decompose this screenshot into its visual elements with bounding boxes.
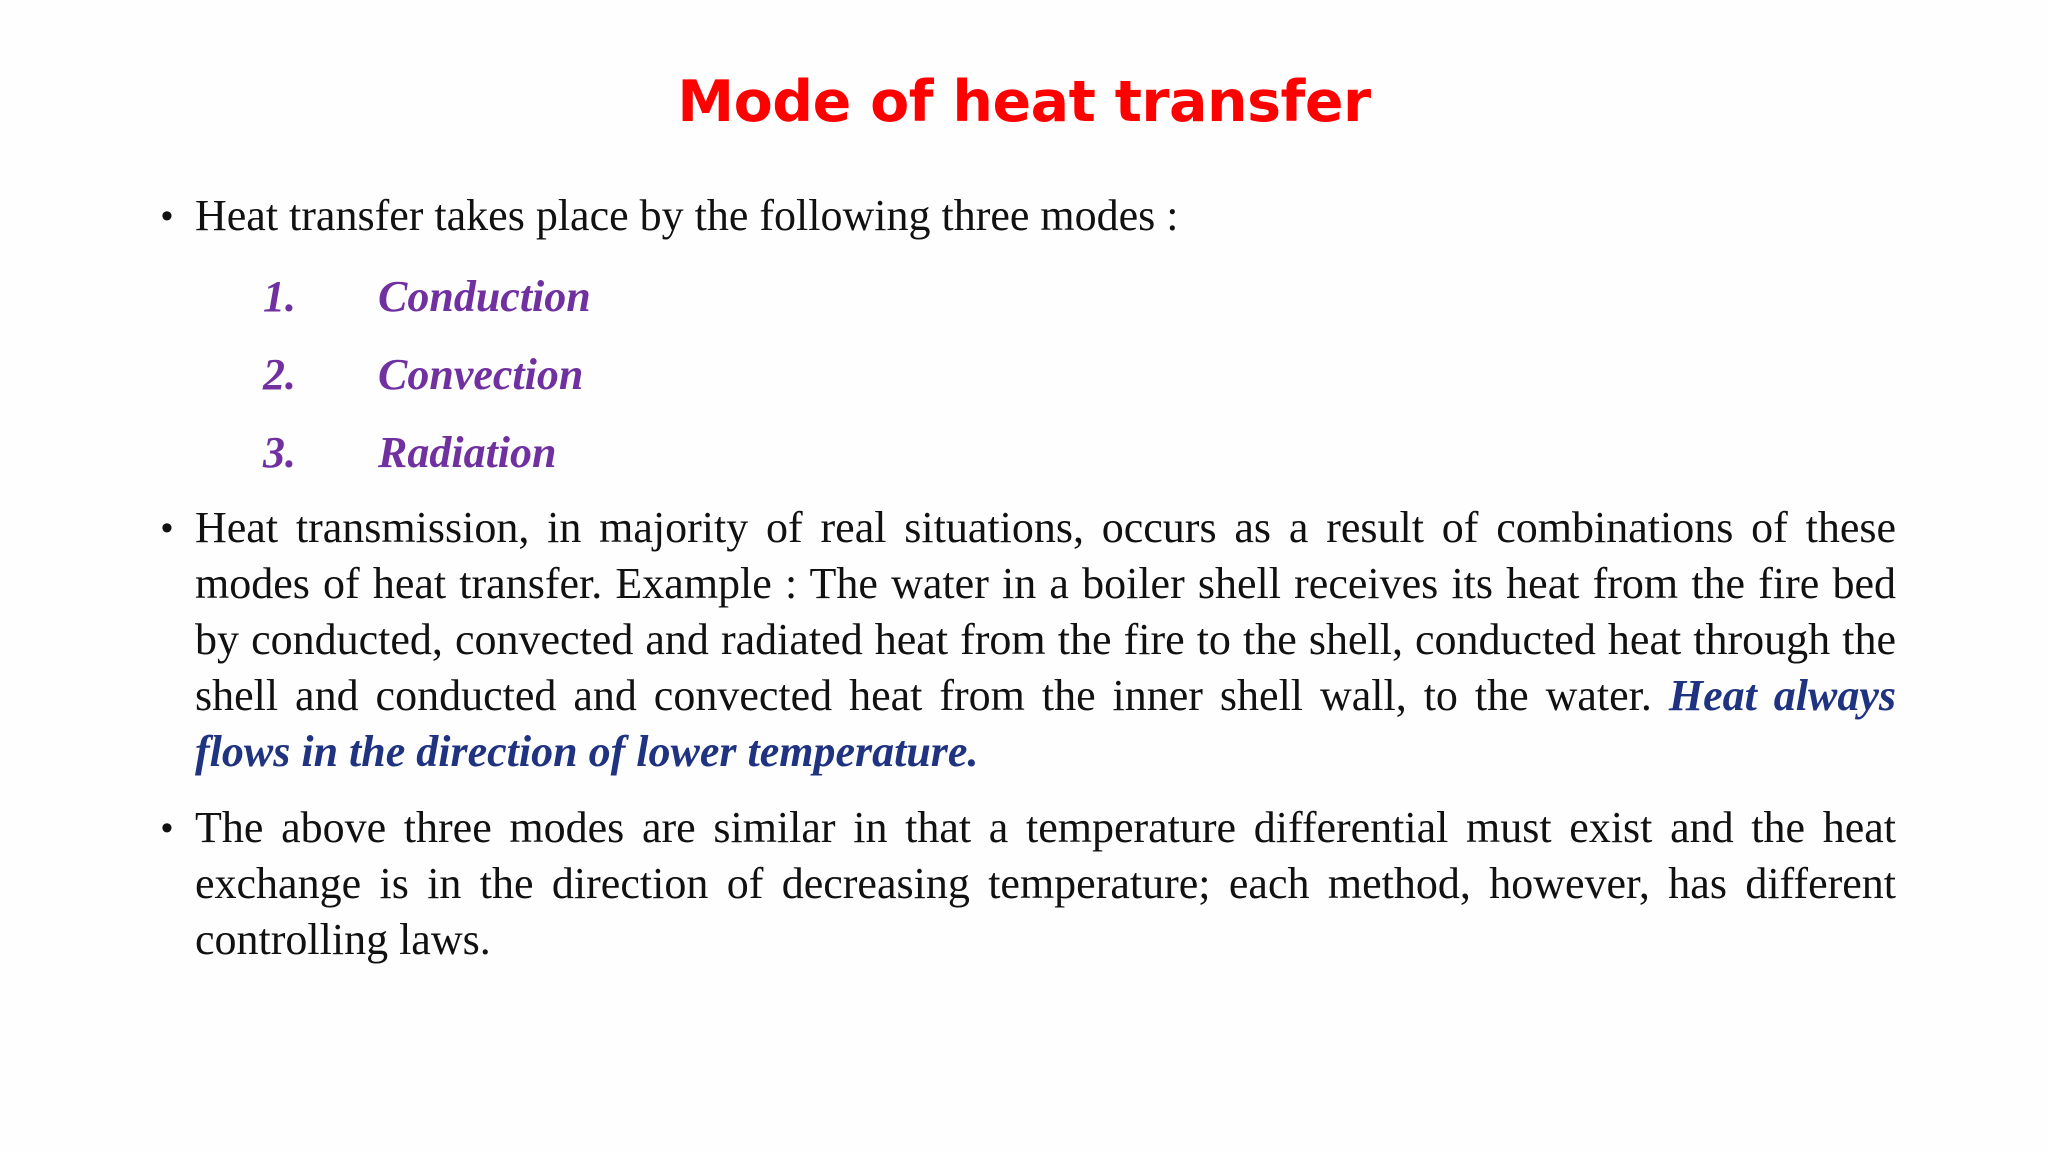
slide-content: [152, 188, 1896, 968]
slide-title: Mode of heat transfer: [677, 69, 1371, 135]
bullet-icon: •: [161, 509, 173, 547]
mode-item-convection: [152, 344, 1896, 406]
modes-list: [152, 266, 1896, 484]
intro-text: Heat transfer takes place by the following three modes :: [195, 191, 1179, 240]
mode-label: Conduction: [378, 272, 591, 321]
mode-number: 3.: [263, 428, 296, 477]
bullet-combinations: [152, 500, 1896, 780]
mode-number: 1.: [263, 272, 296, 321]
bullet-icon: •: [161, 197, 173, 235]
mode-label: Radiation: [378, 428, 557, 477]
mode-label: Convection: [378, 350, 584, 399]
similarity-text: The above three modes are similar in that a temperature differential must exist and the heat exchange is in the direction of decreasing temperature; each method, however, has different controlling laws.: [195, 803, 1896, 964]
mode-number: 2.: [263, 350, 296, 399]
bullet-similarity: [152, 800, 1896, 968]
combinations-paragraph: [195, 500, 1896, 780]
mode-item-conduction: [152, 266, 1896, 328]
emphasis-statement: Heat always flows in the direction of lower temperature.: [195, 671, 1897, 776]
bullet-icon: •: [161, 809, 173, 847]
mode-item-radiation: [152, 422, 1896, 484]
bullet-intro: [152, 188, 1896, 244]
combinations-text: Heat transmission, in majority of real situations, occurs as a result of combinations of these modes of heat transfer. Example : The water in a boiler shell receives its heat from the fire bed by conducted, convected and radiated heat from the fire to the shell, conducted heat through the shell and conducted and convected heat from the inner shell wall, to the water.: [195, 503, 1896, 720]
